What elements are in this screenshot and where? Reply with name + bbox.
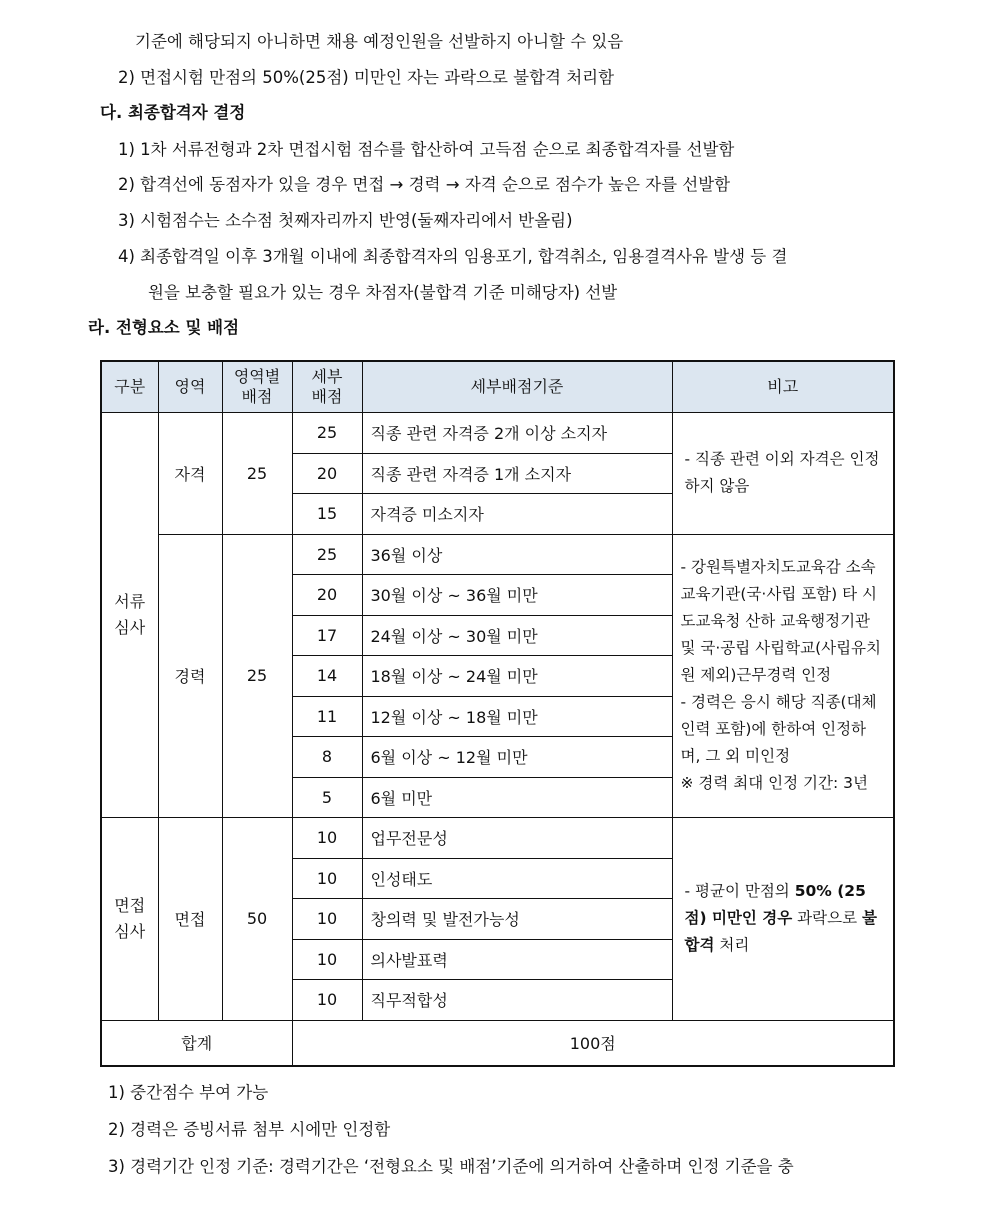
header-cell: 비고 xyxy=(672,361,894,413)
scoring-table xyxy=(100,360,895,1067)
total-label: 합계 xyxy=(101,1020,292,1066)
area: 면접 xyxy=(158,818,222,1021)
table-row: 8 6월 이상 ~ 12월 미만 xyxy=(101,737,894,778)
table-row: 10 직무적합성 xyxy=(101,980,894,1021)
footnote: 1) 중간점수 부여 가능 xyxy=(108,1083,269,1102)
list-item: 4) 최종합격일 이후 3개월 이내에 최종합격자의 임용포기, 합격취소, 임용결격사유 발생 등 결 xyxy=(118,247,788,266)
group-interview: 면접 심사 xyxy=(101,818,158,1021)
area: 자격 xyxy=(158,413,222,535)
note: - 직종 관련 이외 자격은 인정하지 않음 xyxy=(672,413,894,535)
area-score: 25 xyxy=(222,413,292,535)
section-title: 라. 전형요소 및 배점 xyxy=(88,318,240,337)
total-value: 100점 xyxy=(292,1020,894,1066)
header-cell: 세부 배점 xyxy=(292,361,362,413)
header-cell: 구분 xyxy=(101,361,158,413)
header-cell: 세부배점기준 xyxy=(362,361,672,413)
list-item: 1) 1차 서류전형과 2차 면접시험 점수를 합산하여 고득점 순으로 최종합격자를 선발함 xyxy=(118,140,735,159)
note: - 평균이 만점의 50% (25점) 미만인 경우 과락으로 불합격 처리 xyxy=(672,818,894,1021)
table-row: 10 인성태도 xyxy=(101,858,894,899)
table-row: 11 12월 이상 ~ 18월 미만 xyxy=(101,696,894,737)
note: - 강원특별자치도교육감 소속 교육기관(국·사립 포함) 타 시도교육청 산하 교육행정기관 및 국·공립 사립학교(사립유치원 제외)근무경력 인정 - 경력은 응시 해당 직종(대체인력 포함)에 한하여 인정하며, 그 외 미인정 ※ 경력 최대 인정 기간: 3년 xyxy=(672,534,894,818)
area-score: 25 xyxy=(222,534,292,818)
section-title: 다. 최종합격자 결정 xyxy=(100,103,246,122)
table-row: 서류 심사 자격 25 25 직종 관련 자격증 2개 이상 소지자 - 직종 관련 이외 자격은 인정하지 않음 xyxy=(101,413,894,454)
table-row: 10 의사발표력 xyxy=(101,939,894,980)
list-item: 2) 합격선에 동점자가 있을 경우 면접 → 경력 → 자격 순으로 점수가 높은 자를 선발함 xyxy=(118,175,731,194)
table-row: 15 자격증 미소지자 xyxy=(101,494,894,535)
table-header xyxy=(101,361,894,413)
total-row xyxy=(101,1020,894,1066)
footnote: 3) 경력기간 인정 기준: 경력기간은 ‘전형요소 및 배점’기준에 의거하여 산출하며 인정 기준을 충 xyxy=(108,1157,794,1176)
header-cell: 영역별 배점 xyxy=(222,361,292,413)
table-row: 17 24월 이상 ~ 30월 미만 xyxy=(101,615,894,656)
table-row: 면접 심사 면접 50 10 업무전문성 - 평균이 만점의 50% (25점) 미만인 경우 과락으로 불합격 처리 xyxy=(101,818,894,859)
header-cell: 영역 xyxy=(158,361,222,413)
footnote: 2) 경력은 증빙서류 첨부 시에만 인정함 xyxy=(108,1120,391,1139)
area: 경력 xyxy=(158,534,222,818)
table-row: 20 직종 관련 자격증 1개 소지자 xyxy=(101,453,894,494)
list-item: 원을 보충할 필요가 있는 경우 차점자(불합격 기준 미해당자) 선발 xyxy=(148,283,618,302)
table-row: 5 6월 미만 xyxy=(101,777,894,818)
table-row: 경력 25 25 36월 이상 - 강원특별자치도교육감 소속 교육기관(국·사립 포함) 타 시도교육청 산하 교육행정기관 및 국·공립 사립학교(사립유치원 제외)근무경력 인정 - 경력은 응시 해당 직종(대체인력 포함)에 한하여 인정하며, 그 외 미인정 ※ 경력 최대 인정 기간: 3년 xyxy=(101,534,894,575)
area-score: 50 xyxy=(222,818,292,1021)
group-doc: 서류 심사 xyxy=(101,413,158,818)
text-line: 기준에 해당되지 아니하면 채용 예정인원을 선발하지 아니할 수 있음 xyxy=(135,32,624,51)
table-row: 10 창의력 및 발전가능성 xyxy=(101,899,894,940)
list-item: 3) 시험점수는 소수점 첫째자리까지 반영(둘째자리에서 반올림) xyxy=(118,211,573,230)
text-line: 2) 면접시험 만점의 50%(25점) 미만인 자는 과락으로 불합격 처리함 xyxy=(118,68,615,87)
table-row: 20 30월 이상 ~ 36월 미만 xyxy=(101,575,894,616)
table-row: 14 18월 이상 ~ 24월 미만 xyxy=(101,656,894,697)
